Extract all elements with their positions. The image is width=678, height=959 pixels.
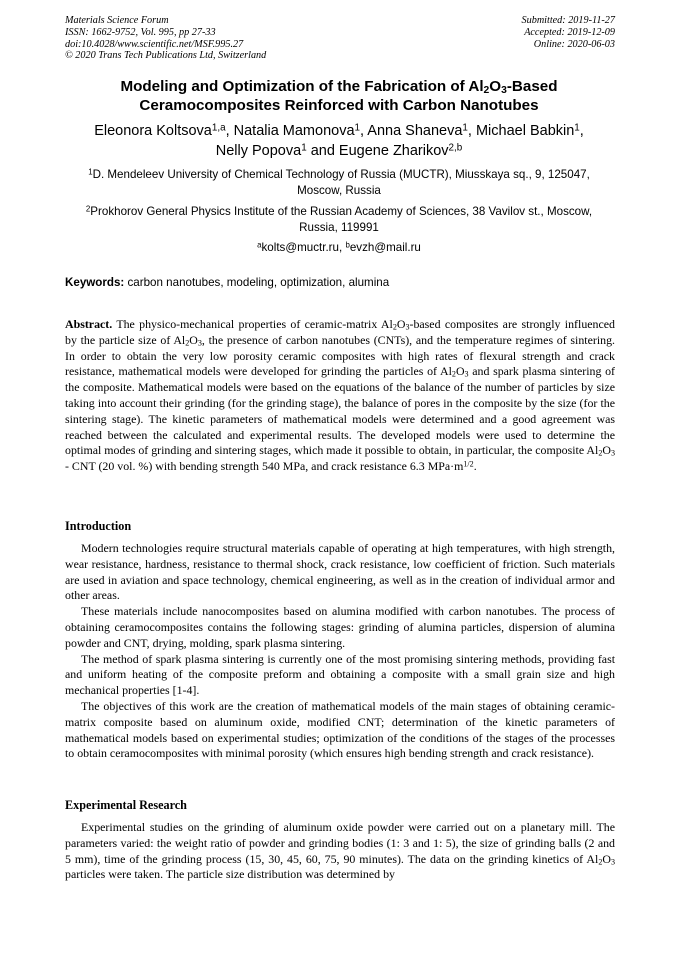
paragraph: Modern technologies require structural materials capable of operating at high temperatures, with high strength, wear resistance, hardness, resistance to thermal shock, crack resistance, low coefficient of friction. Such materials are used in aviation and space technology, chemical engineering, as well as in the creation of individual armor and other areas. — [65, 541, 615, 603]
affiliation-1: $^1$D. Mendeleev University of Chemical Technology of Russia (MUCTR), Miusskaya sq., 9, 125047, Moscow, Russia — [88, 167, 590, 198]
introduction-heading: Introduction — [65, 519, 132, 533]
paper-title — [40, 78, 638, 115]
issn-line: ISSN: 1662-9752, Vol. 995, pp 27-33 — [65, 26, 216, 38]
experimental-body — [65, 820, 615, 883]
paragraph: The method of spark plasma sintering is currently one of the most promising sintering methods, providing fast and uniform heating of the composite preform and obtaining a composite with a small grain size and high mechanical properties [1-4]. — [65, 651, 615, 698]
introduction-body — [65, 541, 615, 762]
paragraph: Experimental studies on the grinding of aluminum oxide powder were carried out on a planetary mill. The parameters varied: the weight ratio of powder and grinding bodies (1: 3 and 1: 5), the size of grinding balls (2 and 5 mm), time of the grinding process (15, 30, 45, 60, 75, 90 minutes). The data on the grinding kinetics of $Al_2O_3$ particles were taken. The particle size distribution was determined by — [65, 820, 615, 882]
affiliation-2: $^2$Prokhorov General Physics Institute of the Russian Academy of Sciences, 38 Vavilov st., Moscow, Russia, 119991 — [85, 204, 593, 235]
submitted-date: Submitted: 2019-11-27 — [521, 15, 615, 26]
email-line: $^a$kolts@muctr.ru, $^b$evzh@mail.ru — [257, 240, 421, 254]
copyright-line: © 2020 Trans Tech Publications Ltd, Switzerland — [65, 50, 267, 62]
author: Eleonora Koltsova$^{1,a}$ — [94, 122, 226, 139]
keywords-label: Keywords: — [65, 276, 125, 289]
dates-info — [522, 15, 615, 50]
author: Natalia Mamonova$^1$ — [233, 122, 361, 139]
author: Nelly Popova$^1$ — [215, 142, 307, 159]
abstract-label: Abstract. — [65, 317, 113, 331]
email-b[interactable]: evzh@mail.ru — [349, 241, 421, 254]
email-a[interactable]: kolts@muctr.ru — [261, 241, 339, 254]
author: Michael Babkin$^1$ — [475, 122, 580, 139]
paragraph: These materials include nanocomposites based on alumina modified with carbon nanotubes. The process of obtaining ceramocomposites contains the following stages: grinding of alumina particles, dispersion of alumina powder and CNT, drying, molding, spark plasma sintering. — [65, 604, 615, 650]
doi-line[interactable]: doi:10.4028/www.scientific.net/MSF.995.27 — [65, 38, 244, 50]
experimental-heading: Experimental Research — [65, 798, 187, 812]
accepted-date: Accepted: 2019-12-09 — [524, 26, 615, 38]
author-list: Eleonora Koltsova$^{1,a}$, Natalia Mamonova$^1$, Anna Shaneva$^1$, Michael Babkin$^1$, Nelly Popova$^1$ and Eugene Zharikov$^{2,b}$ — [94, 122, 584, 159]
journal-name: Materials Science Forum — [65, 15, 169, 26]
paragraph: The objectives of this work are the creation of mathematical models of the main stages of obtaining ceramic-matrix composite based on aluminum oxide, modified CNT; determination of the kinetic parameters of mathematical models based on experimental studies; optimization of the conditions of the stages of the processes to obtain ceramocomposites with minimal porosity (which ensures high bending strength and crack resistance). — [65, 698, 615, 761]
online-date: Online: 2020-06-03 — [533, 38, 615, 50]
author: Eugene Zharikov$^{2,b}$ — [338, 142, 463, 159]
title-line-2: Ceramocomposites Reinforced with Carbon Nanotubes — [139, 96, 539, 114]
abstract: Abstract. The physico-mechanical properties of ceramic-matrix $Al_2O_3$-based composites are strongly influenced by the particle size of $Al_2O_3$, the presence of carbon nanotubes (CNTs), and the temperature regimes of sintering. In order to obtain the very low porosity ceramic composites with high rates of flexural strength and crack resistance, mathematical models were developed for grinding the particles of $Al_2O_3$ and spark plasma sintering of the composite. Mathematical models were based on the equations of the balance of the number of particles by size taking into account their grinding (for the grinding stage), the balance of pores in the composite by the size (for the sintering stage). The kinetic parameters of mathematical models were determined and a good agreement was reached between the calculated and experimental results. The developed models were used to determine the optimal modes of grinding and sintering stages, which made it possible to obtain, in particular, the composite $Al_2O_3$ - CNT (20 vol. %) with bending strength 540 MPa, and crack resistance 6.3 $MPa\cdot m^{1/2}$. — [65, 317, 615, 474]
keywords-text: carbon nanotubes, modeling, optimization, alumina — [124, 276, 390, 289]
keywords — [65, 275, 615, 290]
journal-info — [65, 15, 266, 62]
title-line-1: Modeling and Optimization of the Fabrication of $Al_2O_3$-Based — [120, 78, 558, 97]
author: Anna Shaneva$^1$ — [367, 122, 468, 139]
